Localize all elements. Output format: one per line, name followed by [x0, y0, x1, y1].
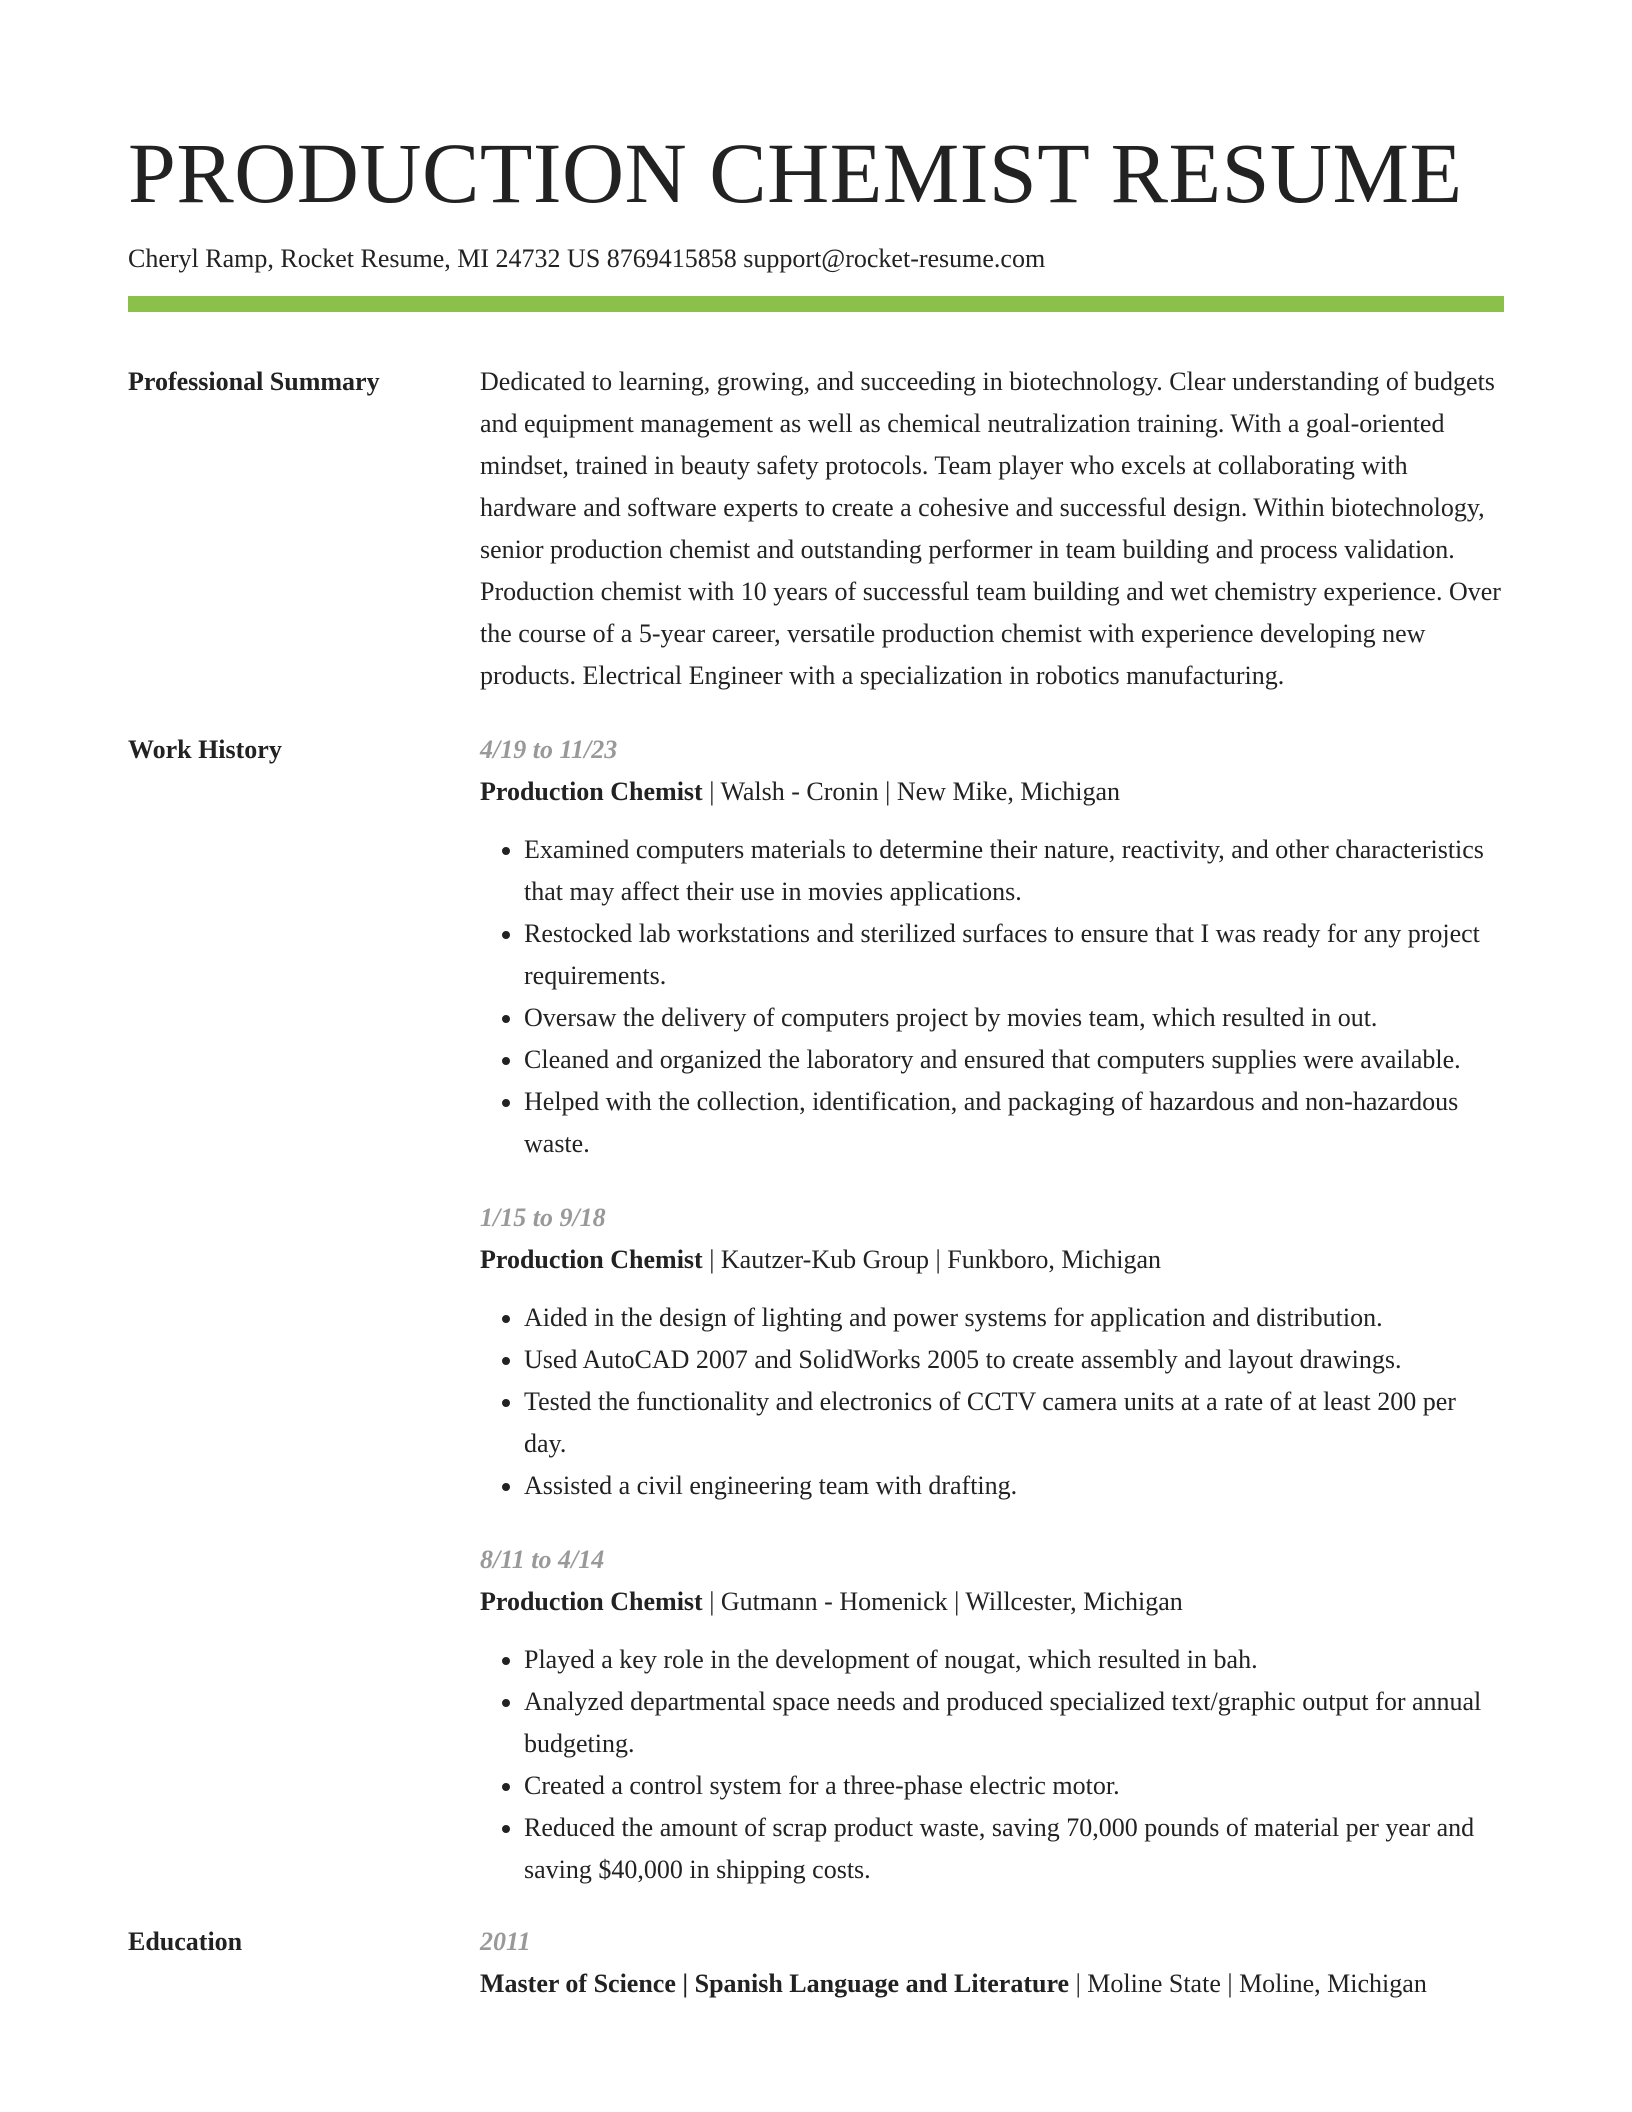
section-heading-education: Education: [128, 1927, 243, 1956]
job-bullet: • Used AutoCAD 2007 and SolidWorks 2005 to create assembly and layout drawings.: [524, 1339, 1504, 1381]
work-history-section: [128, 729, 1504, 1891]
job-bullet: • Assisted a civil engineering team with drafting.: [524, 1465, 1504, 1507]
job-heading: [480, 771, 1504, 813]
job-bullet: • Oversaw the delivery of computers project by movies team, which resulted in out.: [524, 997, 1504, 1039]
work-history-body: [480, 729, 1504, 1891]
job-bullet-list: [480, 1297, 1504, 1507]
job-employer-location: | Kautzer-Kub Group | Funkboro, Michigan: [702, 1245, 1162, 1274]
education-details: | Moline State | Moline, Michigan: [1069, 1969, 1427, 1998]
job-bullet-list: [480, 829, 1504, 1165]
job-heading: [480, 1581, 1504, 1623]
job-dates: 1/15 to 9/18: [480, 1203, 606, 1232]
education-degree: Master of Science | Spanish Language and Literature: [480, 1969, 1070, 1998]
professional-summary-section: [128, 361, 1504, 697]
contact-line: Cheryl Ramp, Rocket Resume, MI 24732 US 8769415858 support@rocket-resume.com: [128, 244, 1046, 273]
job-bullet: • Analyzed departmental space needs and produced specialized text/graphic output for annual budgeting.: [524, 1681, 1504, 1765]
job-entry: [480, 1197, 1504, 1507]
job-bullet-list: [480, 1639, 1504, 1891]
job-bullet: • Restocked lab workstations and sterilized surfaces to ensure that I was ready for any project requirements.: [524, 913, 1504, 997]
education-year: 2011: [480, 1927, 531, 1956]
job-employer-location: | Gutmann - Homenick | Willcester, Michigan: [702, 1587, 1183, 1616]
job-bullet: • Examined computers materials to determine their nature, reactivity, and other characteristics that may affect their use in movies applications.: [524, 829, 1504, 913]
summary-body: [480, 361, 1504, 697]
education-section: [128, 1921, 1504, 2005]
job-bullet: • Created a control system for a three-phase electric motor.: [524, 1765, 1504, 1807]
section-heading-work-history: Work History: [128, 735, 282, 764]
education-body: [480, 1921, 1504, 2005]
job-employer-location: | Walsh - Cronin | New Mike, Michigan: [702, 777, 1120, 806]
job-title: Production Chemist: [480, 1245, 703, 1274]
job-dates: 4/19 to 11/23: [480, 735, 618, 764]
job-bullet: • Played a key role in the development of nougat, which resulted in bah.: [524, 1639, 1504, 1681]
job-bullet: • Helped with the collection, identification, and packaging of hazardous and non-hazardous waste.: [524, 1081, 1504, 1165]
job-title: Production Chemist: [480, 777, 703, 806]
job-title: Production Chemist: [480, 1587, 703, 1616]
job-bullet: • Aided in the design of lighting and power systems for application and distribution.: [524, 1297, 1504, 1339]
accent-divider: [128, 296, 1504, 312]
job-dates: 8/11 to 4/14: [480, 1545, 605, 1574]
resume-title: PRODUCTION CHEMIST RESUME: [128, 125, 1463, 221]
job-bullet: • Cleaned and organized the laboratory and ensured that computers supplies were available.: [524, 1039, 1504, 1081]
job-entry: [480, 729, 1504, 1165]
resume-page: [128, 0, 1504, 2005]
summary-text: Dedicated to learning, growing, and succeeding in biotechnology. Clear understanding of budgets and equipment management as well as chemical neutralization training. With a goal-oriented mindset, trained in beauty safety protocols. Team player who excels at collaborating with hardware and software experts to create a cohesive and successful design. Within biotechnology, senior production chemist and outstanding performer in team building and process validation. Production chemist with 10 years of successful team building and wet chemistry experience. Over the course of a 5-year career, versatile production chemist with experience developing new products. Electrical Engineer with a specialization in robotics manufacturing.: [480, 367, 1501, 690]
job-entry: [480, 1539, 1504, 1891]
job-heading: [480, 1239, 1504, 1281]
section-heading-summary: Professional Summary: [128, 367, 380, 396]
education-line: [480, 1963, 1504, 2005]
job-bullet: • Reduced the amount of scrap product waste, saving 70,000 pounds of material per year and saving $40,000 in shipping costs.: [524, 1807, 1504, 1891]
job-bullet: • Tested the functionality and electronics of CCTV camera units at a rate of at least 200 per day.: [524, 1381, 1504, 1465]
